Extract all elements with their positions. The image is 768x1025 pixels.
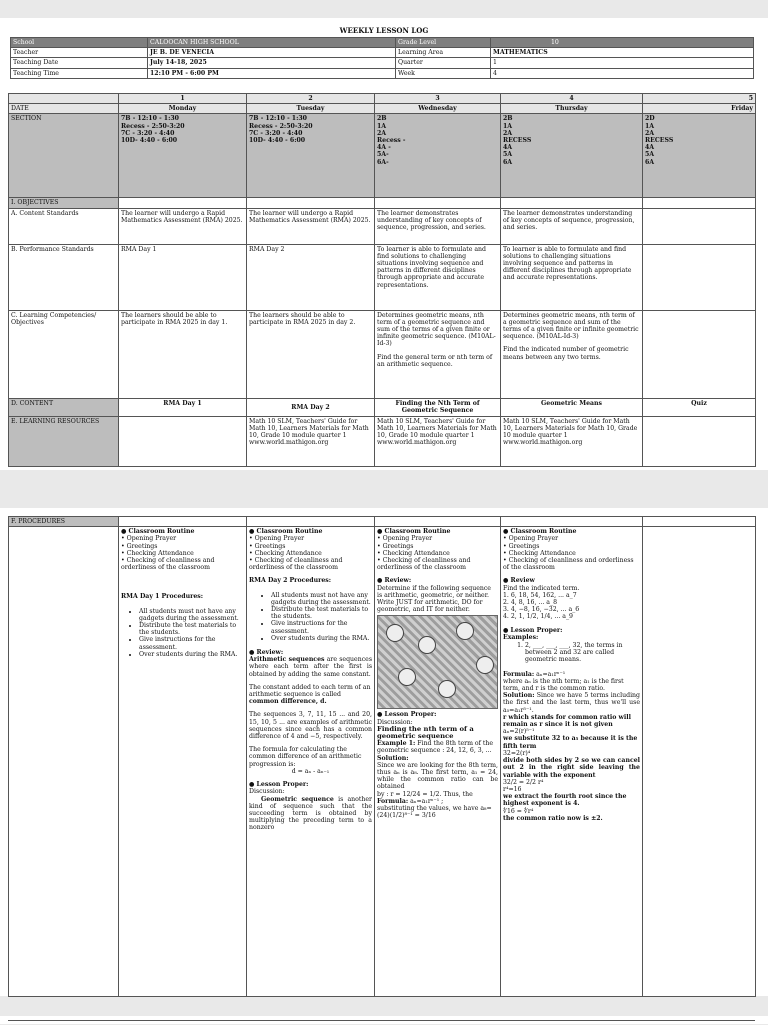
content-standards-label: A. Content Standards <box>9 208 119 244</box>
procedures-table <box>8 516 756 997</box>
day-thursday: Thursday <box>501 104 643 114</box>
resources-friday <box>643 416 756 466</box>
area-value: MATHEMATICS <box>491 48 754 58</box>
document-title: WEEKLY LESSON LOG <box>339 26 429 35</box>
resources-label: E. LEARNING RESOURCES <box>9 416 119 466</box>
quarter-label: Quarter <box>396 58 491 68</box>
col-num-5: 5 <box>643 94 756 104</box>
col-num-3: 3 <box>375 94 501 104</box>
section-wednesday: 2B 1A 2A Recess - 4A - 5A- 6A- <box>375 114 501 198</box>
date-label: Teaching Date <box>11 58 148 68</box>
content-standards-monday: The learner will undergo a Rapid Mathematics Assessment (RMA) 2025. <box>119 208 247 244</box>
performance-standards-monday: RMA Day 1 <box>119 244 247 310</box>
teacher-label: Teacher <box>11 48 148 58</box>
col-num-1: 1 <box>119 94 247 104</box>
content-thursday: Geometric Means <box>501 398 643 416</box>
resources-thursday: Math 10 SLM, Teachers' Guide for Math 10, Learners Materials for Math 10, Grade 10 module quarter 1 www.world.mathigon.org <box>501 416 643 466</box>
content-label: D. CONTENT <box>9 398 119 416</box>
school-value: CALOOCAN HIGH SCHOOL <box>148 38 396 48</box>
competencies-label: C. Learning Competencies/ Objectives <box>9 310 119 398</box>
resources-tuesday: Math 10 SLM, Teachers' Guide for Math 10, Learners Materials for Math 10, Grade 10 module quarter 1 www.world.mathigon.org <box>247 416 375 466</box>
competencies-thursday: Determines geometric means, nth term of a geometric sequence and sum of the terms of a given finite or infinite geometric sequence. (M10AL-Id-3) Find the indicated number of geometric means between any two terms. <box>501 310 643 398</box>
day-monday: Monday <box>119 104 247 114</box>
performance-standards-tuesday: RMA Day 2 <box>247 244 375 310</box>
performance-standards-friday <box>643 244 756 310</box>
section-row-label: SECTION <box>9 114 119 198</box>
page-1 <box>0 18 768 470</box>
page-2 <box>0 508 768 996</box>
competencies-tuesday: The learners should be able to participate in RMA 2025 in day 2. <box>247 310 375 398</box>
col-num-4: 4 <box>501 94 643 104</box>
grade-label: Grade Level <box>396 38 491 48</box>
time-value: 12:10 PM - 6:00 PM <box>148 68 396 78</box>
col-num-2: 2 <box>247 94 375 104</box>
procedures-tuesday: ● Classroom Routine • Opening Prayer • Greetings • Checking Attendance • Checking of cleanliness and orderliness of the classroom RMA Day 2 Procedures: • All students must not have any gadgets during the assessment. • Distribute the test materials to the students. • Give instructions for the assessment. • Over students during the RMA. ● Review: Arithmetic sequences are sequences where each term after the first is obtained by adding the same constant. The constant added to each term of an arithmetic sequence is called common difference, d. The sequences 3, 7, 11, 15 ... and 20, 15, 10, 5 ... are examples of arithmetic sequences since each has a common difference of 4 and −5, respectively. The formula for calculating the common difference of an arithmetic progression is: d = aₙ - aₙ₋₁ ● Lesson Proper: Discussion: Geometric sequence is another kind of sequence such that the succeeding term is obtained by multiplying the preceding term to a nonzero <box>247 527 375 997</box>
procedures-monday: ● Classroom Routine • Opening Prayer • Greetings • Checking Attendance • Checking of cleanliness and orderliness of the classroom RMA Day 1 Procedures: • All students must not have any gadgets during the assessment. • Distribute the test materials to the students. • Give instructions for the assessment. • Over students during the RMA. <box>119 527 247 997</box>
resources-wednesday: Math 10 SLM, Teachers' Guide for Math 10, Learners Materials for Math 10, Grade 10 module quarter 1 www.world.mathigon.org <box>375 416 501 466</box>
date-value: July 14-18, 2025 <box>148 58 396 68</box>
day-wednesday: Wednesday <box>375 104 501 114</box>
resources-monday <box>119 416 247 466</box>
area-label: Learning Area <box>396 48 491 58</box>
date-row-label: DATE <box>9 104 119 114</box>
performance-standards-wednesday: To learner is able to formulate and find solutions to challenging situations involving sequence and patterns in different disciplines through appropriate and accurate representations. <box>375 244 501 310</box>
performance-standards-label: B. Performance Standards <box>9 244 119 310</box>
teacher-value: JE B. DE VENECIA <box>148 48 396 58</box>
objectives-label: I. OBJECTIVES <box>9 198 119 208</box>
info-table <box>10 37 754 79</box>
week-label: Week <box>396 68 491 78</box>
section-monday: 7B - 12:10 - 1:30 Recess - 2:50-3:20 7C - 3:20 - 4:40 10D- 4:40 - 6:00 <box>119 114 247 198</box>
content-standards-wednesday: The learner demonstrates understanding of key concepts of sequence, progression, and series. <box>375 208 501 244</box>
content-friday: Quiz <box>643 398 756 416</box>
content-wednesday: Finding the Nth Term of Geometric Sequence <box>375 398 501 416</box>
section-thursday: 2B 1A 2A RECESS 4A 5A 6A <box>501 114 643 198</box>
performance-standards-thursday: To learner is able to formulate and find solutions to challenging situations involving sequence and patterns in different disciplines through appropriate and accurate representations. <box>501 244 643 310</box>
content-standards-thursday: The learner demonstrates understanding of key concepts of sequence, progression, and series. <box>501 208 643 244</box>
content-standards-tuesday: The learner will undergo a Rapid Mathematics Assessment (RMA) 2025. <box>247 208 375 244</box>
lesson-grid <box>8 93 756 467</box>
procedures-label: F. PROCEDURES <box>9 517 119 527</box>
week-value: 4 <box>491 68 754 78</box>
competencies-monday: The learners should be able to participate in RMA 2025 in day 1. <box>119 310 247 398</box>
procedures-thursday: ● Classroom Routine • Opening Prayer • Greetings • Checking Attendance • Checking of cleanliness and orderliness of the classroom ● Review Find the indicated term. 1. 6, 18, 54, 162, ... a_7 2. 4, 8, 16, ... a_8 3. 4, −8, 16, −32, ... a_6 4. 2, 1, 1/2, 1/4, ... a_9 ● Lesson Proper: Examples: 1. 2, ___, ___, ___, 32, the terms in between 2 and 32 are called geometric means. Formula: aₙ=a₁rⁿ⁻¹ where aₙ is the nth term; a₁ is the first term, and r is the common ratio. Solution: Since we have 5 terms including the first and the last term, thus we'll use a₅=a₁r⁵⁻¹. r which stands for common ratio will remain as r since it is not given aₙ=2(r)⁵⁻¹ we substitute 32 to a₅ because it is the fifth term 32=2(r)⁴ divide both sides by 2 so we can cancel out 2 in the right side leaving the variable with the exponent 32/2 = 2/2 r⁴ r⁴=16 we extract the fourth root since the highest exponent is 4. ∜16 = ∜r⁴ the common ratio now is ±2. <box>501 527 643 997</box>
competencies-wednesday: Determines geometric means, nth term of a geometric sequence and sum of the terms of a given finite or infinite geometric sequence. (M10AL-Id-3) Find the general term or nth term of an arithmetic sequence. <box>375 310 501 398</box>
page-3 <box>0 1016 768 1024</box>
quarter-value: 1 <box>491 58 754 68</box>
day-tuesday: Tuesday <box>247 104 375 114</box>
section-friday: 2D 1A 2A RECESS 4A 5A 6A <box>643 114 756 198</box>
grade-value: 10 <box>491 38 754 48</box>
day-friday: Friday <box>643 104 756 114</box>
content-standards-friday <box>643 208 756 244</box>
content-monday: RMA Day 1 <box>119 398 247 416</box>
procedures-friday <box>643 527 756 997</box>
procedures-wednesday: ● Classroom Routine • Opening Prayer • Greetings • Checking Attendance • Checking of cleanliness and orderliness of the classroom ● Review: Determine if the following sequence is arithmetic, geometric, or neither. Write JUST for arithmetic, DO for geometric, and IT for neither. ● Lesson Proper: Discussion: Finding the nth term of a geometric sequence Example 1: Find the 8th term of the geometric sequence : 24, 12, 6, 3, ... Solution: Since we are looking for the 8th term, thus aₙ is a₈. The first term, a₁ = 24, while the common ratio can be obtained by : r = 12/24 = 1/2. Thus, the Formula: aₙ=a₁rⁿ⁻¹ ; substituting the values, we have a₈=(24)(1/2)⁸⁻¹ = 3/16 <box>375 527 501 997</box>
content-tuesday: RMA Day 2 <box>247 398 375 416</box>
section-tuesday: 7B - 12:10 - 1:30 Recess - 2:50-3:20 7C - 3:20 - 4:40 10D- 4:40 - 6:00 <box>247 114 375 198</box>
time-label: Teaching Time <box>11 68 148 78</box>
review-sequence-image <box>377 615 498 709</box>
school-label: School <box>11 38 148 48</box>
